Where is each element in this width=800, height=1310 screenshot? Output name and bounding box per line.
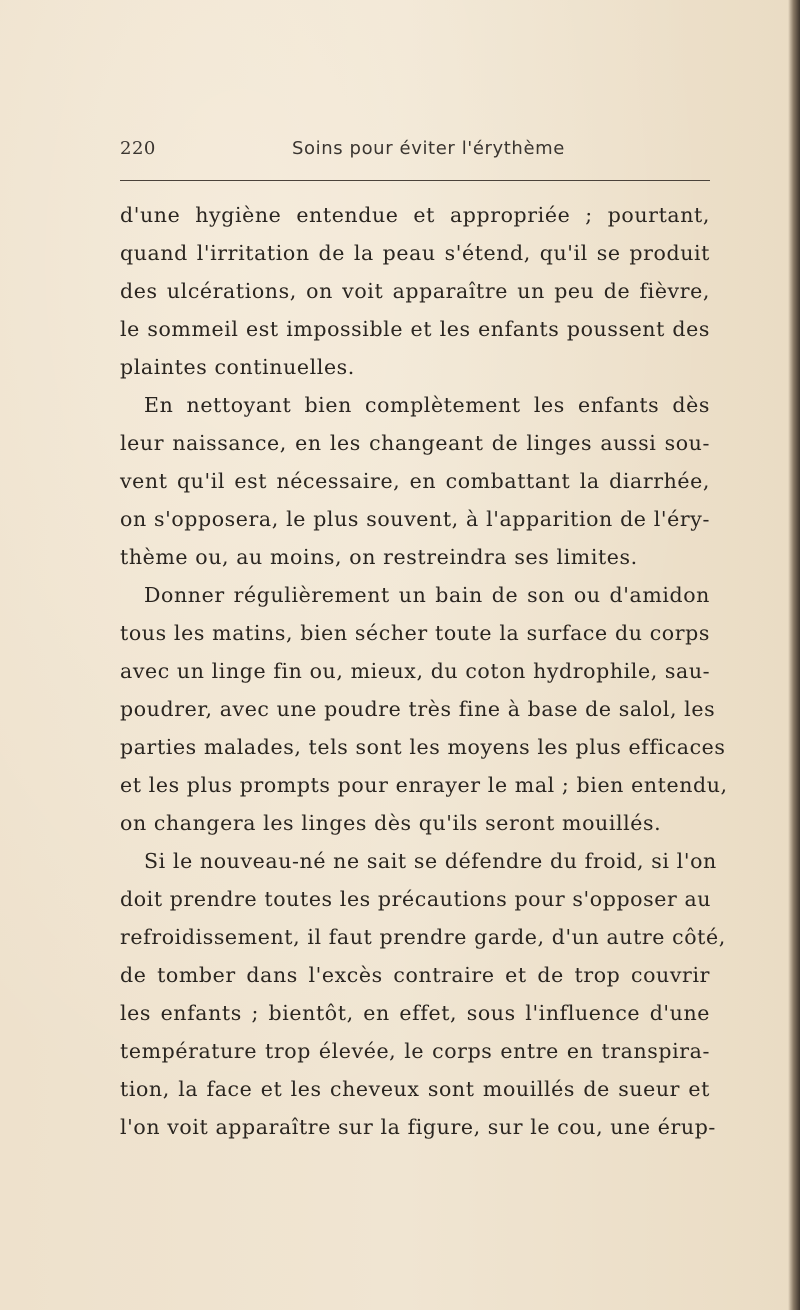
text-line: quand l'irritation de la peau s'étend, qu'il se produit xyxy=(120,241,710,265)
page-header xyxy=(120,138,710,168)
text-line: le sommeil est impossible et les enfants poussent des xyxy=(120,317,710,341)
text-line: tion, la face et les cheveux sont mouillés de sueur et xyxy=(120,1077,710,1101)
text-line: doit prendre toutes les précautions pour s'opposer au xyxy=(120,887,712,911)
text-line: on s'opposera, le plus souvent, à l'apparition de l'éry- xyxy=(120,507,710,531)
text-line: Donner régulièrement un bain de son ou d'amidon xyxy=(144,583,710,607)
page-number: 220 xyxy=(120,138,156,159)
text-line: poudrer, avec une poudre très fine à base de salol, les xyxy=(120,697,716,721)
text-line: Si le nouveau-né ne sait se défendre du froid, si l'on xyxy=(144,849,717,873)
book-edge-shadow xyxy=(788,0,800,1310)
text-line: parties malades, tels sont les moyens les plus efficaces xyxy=(120,735,726,759)
text-line: de tomber dans l'excès contraire et de trop couvrir xyxy=(120,963,710,987)
text-line: tous les matins, bien sécher toute la surface du corps xyxy=(120,621,710,645)
text-line: des ulcérations, on voit apparaître un peu de fièvre, xyxy=(120,279,710,303)
text-line: thème ou, au moins, on restreindra ses limites. xyxy=(120,545,638,569)
text-line: plaintes continuelles. xyxy=(120,355,355,379)
header-rule xyxy=(120,180,710,181)
body-text xyxy=(120,196,728,1146)
text-line: refroidissement, il faut prendre garde, d'un autre côté, xyxy=(120,925,726,949)
text-line: les enfants ; bientôt, en effet, sous l'influence d'une xyxy=(120,1001,710,1025)
text-line: on changera les linges dès qu'ils seront mouillés. xyxy=(120,811,662,835)
text-line: l'on voit apparaître sur la figure, sur le cou, une érup- xyxy=(120,1115,716,1139)
text-line: température trop élevée, le corps entre en transpira- xyxy=(120,1039,710,1063)
text-line: vent qu'il est nécessaire, en combattant la diarrhée, xyxy=(120,469,710,493)
text-line: avec un linge fin ou, mieux, du coton hydrophile, sau- xyxy=(120,659,711,683)
text-line: d'une hygiène entendue et appropriée ; pourtant, xyxy=(120,203,710,227)
running-title: Soins pour éviter l'érythème xyxy=(292,138,565,159)
text-line: et les plus prompts pour enrayer le mal ; bien entendu, xyxy=(120,773,728,797)
text-line: En nettoyant bien complètement les enfants dès xyxy=(144,393,710,417)
text-line: leur naissance, en les changeant de linges aussi sou- xyxy=(120,431,710,455)
